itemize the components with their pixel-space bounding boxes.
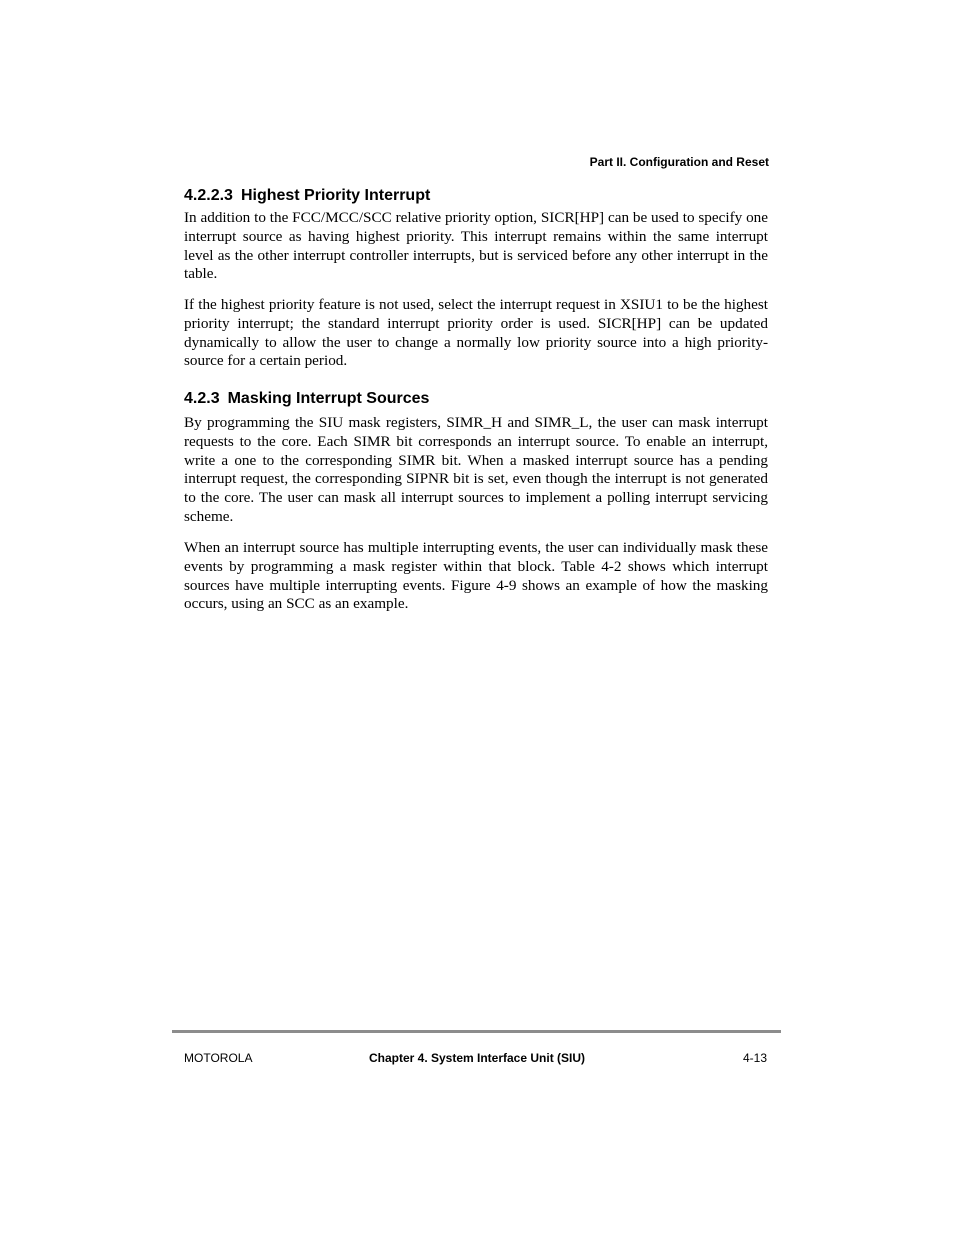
section-title: Masking Interrupt Sources [227,390,430,407]
footer-publisher: MOTOROLA [184,1051,253,1065]
running-header: Part II. Configuration and Reset [589,155,769,169]
paragraph: By programming the SIU mask registers, SIMR_H and SIMR_L, the user can mask interrupt requests to the core. Each SIMR bit corresponds an interrupt source. To enable an interrupt, write a one to the corresponding SIMR bit. When a masked interrupt source has a pending interrupt request, the corresponding SIPNR bit is set, even though the interrupt is not generated to the core. The user can mask all interrupt sources to implement a polling interrupt servicing scheme. [184,414,768,525]
footer-rule [172,1030,781,1033]
paragraph: When an interrupt source has multiple interrupting events, the user can individually mask these events by programming a mask register within that block. Table 4-2 shows which interrupt sources have multiple interrupting events. Figure 4-9 shows an example of how the masking occurs, using an SCC as an example. [184,539,768,613]
section-number: 4.2.3 [184,390,220,407]
paragraph: In addition to the FCC/MCC/SCC relative priority option, SICR[HP] can be used to specify one interrupt source as having highest priority. This interrupt remains within the same interrupt level as the other interrupt controller interrupts, but is serviced before any other interrupt in the table. [184,209,768,283]
section-title: Highest Priority Interrupt [240,187,431,204]
footer-page-number: 4-13 [742,1051,767,1065]
section-heading-highest-priority-interrupt [184,186,769,206]
section-number: 4.2.2.3 [184,187,233,204]
footer-chapter-title: Chapter 4. System Interface Unit (SIU) [368,1051,586,1065]
paragraph: If the highest priority feature is not used, select the interrupt request in XSIU1 to be the highest priority interrupt; the standard interrupt priority order is used. SICR[HP] can be updated dynamically to allow the user to change a normally low priority source into a high priority-source for a certain period. [184,296,768,370]
section-heading-masking-interrupt-sources [184,389,769,409]
